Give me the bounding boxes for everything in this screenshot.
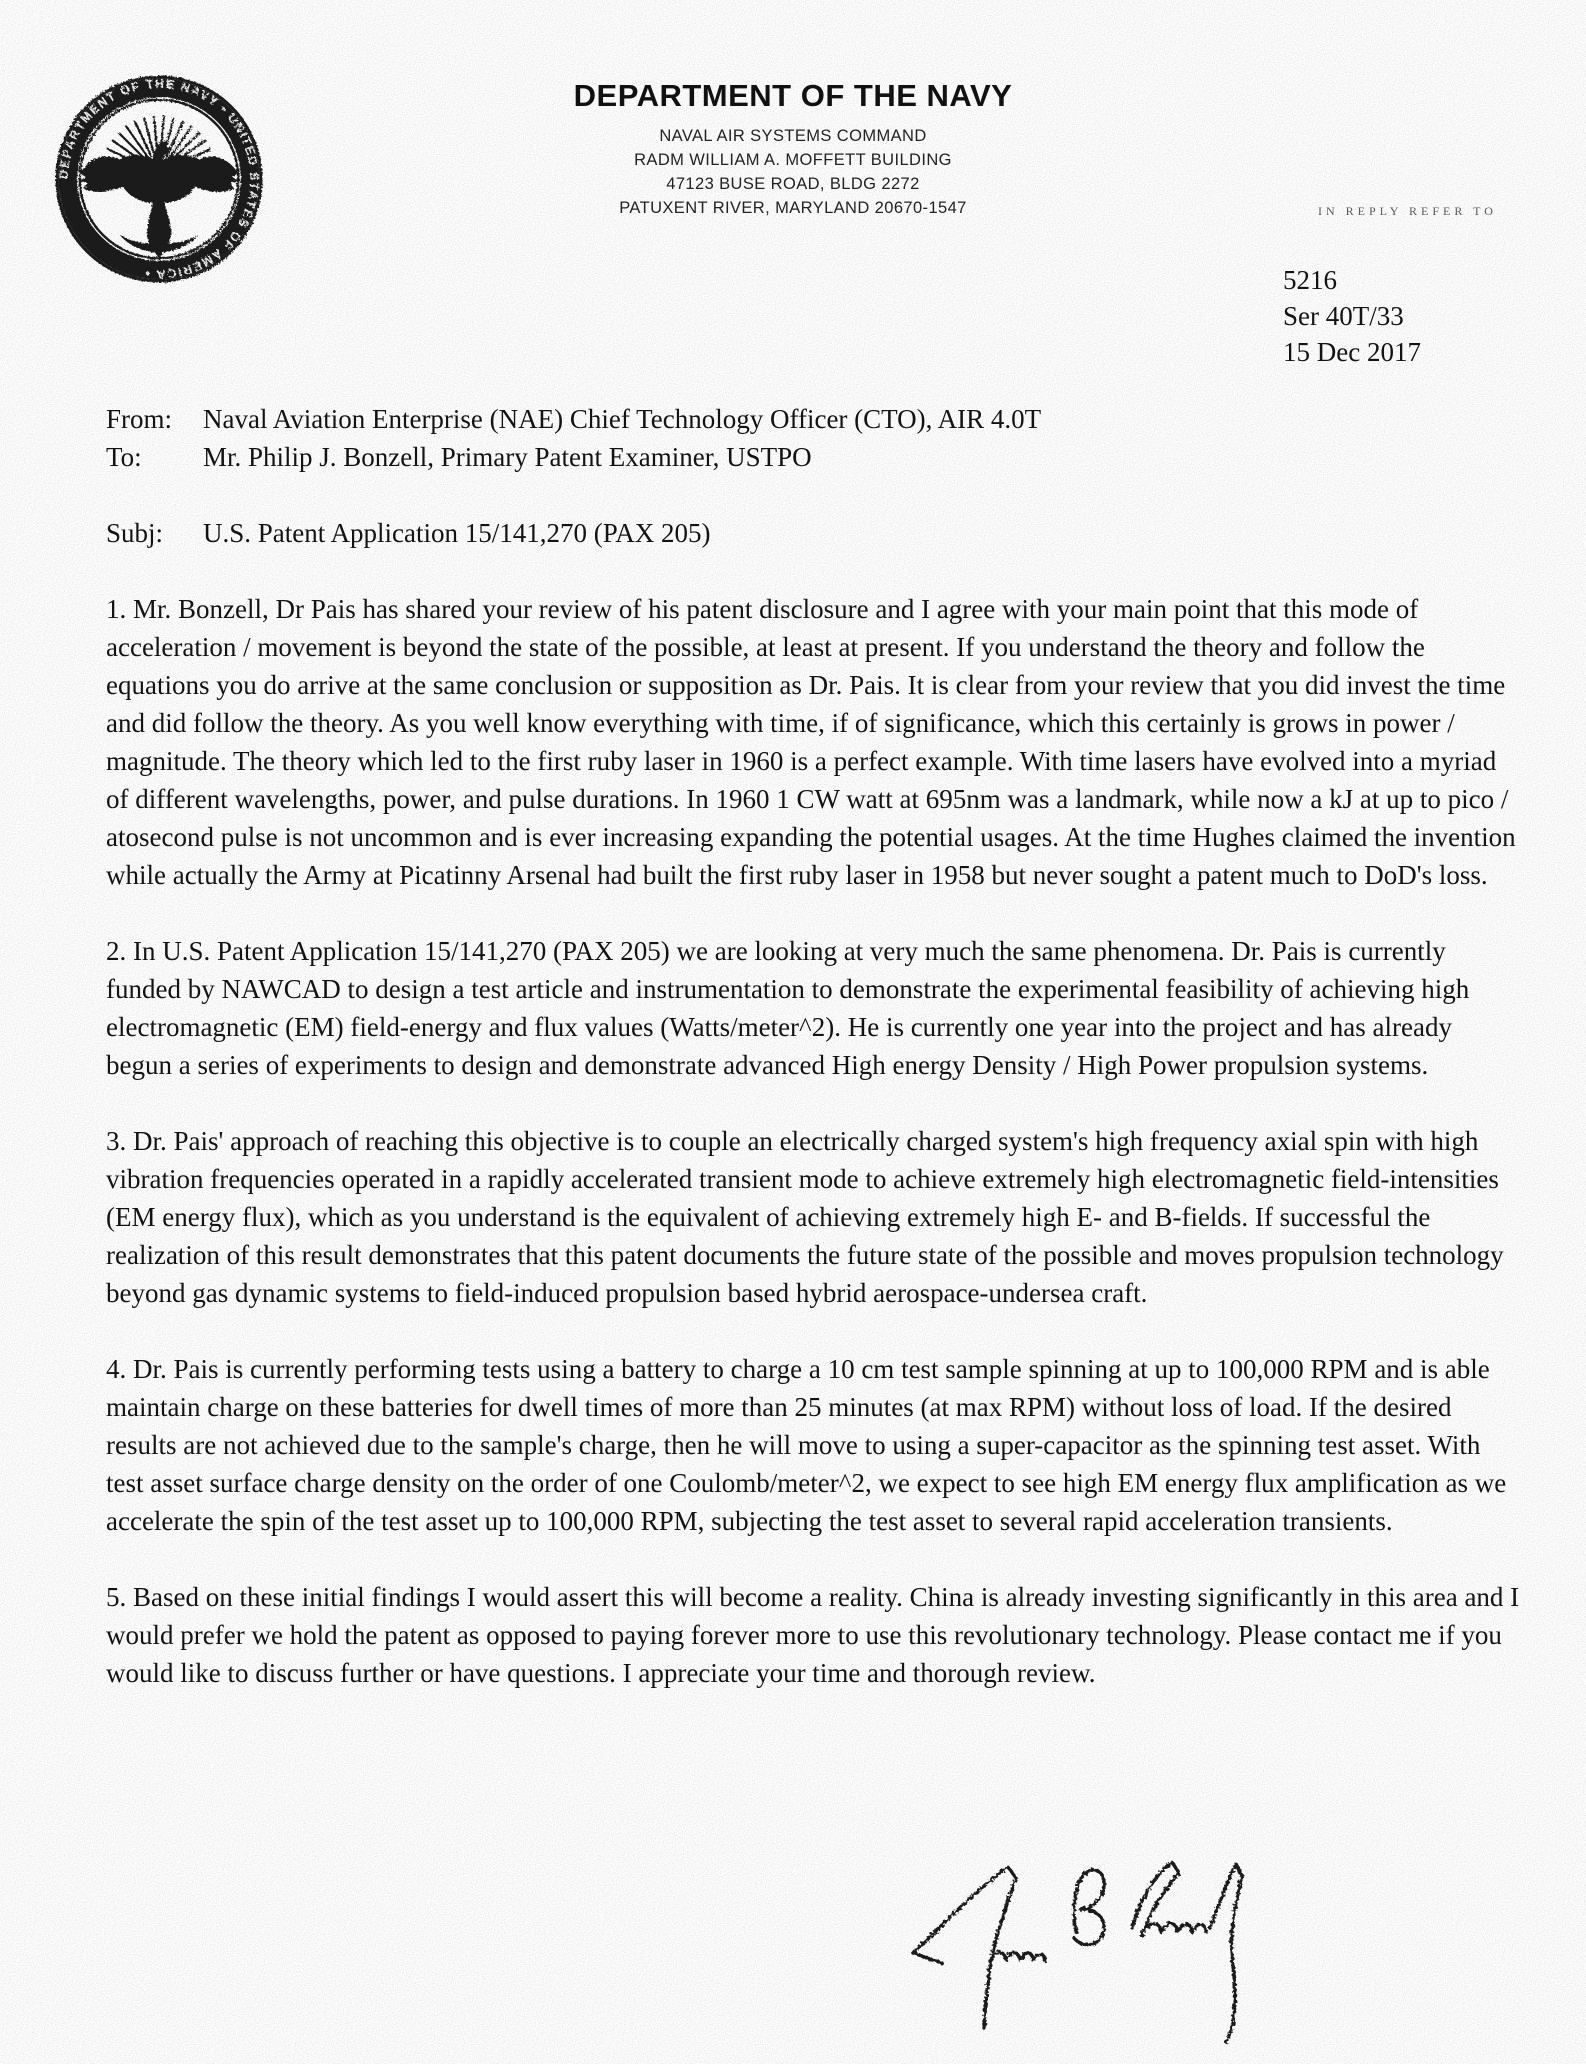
reference-date: 15 Dec 2017: [1283, 337, 1421, 367]
paragraph-4: 4. Dr. Pais is currently performing tests using a battery to charge a 10 cm test sample spinning at up to 100,000 RPM and is able maintain charge on these batteries for dwell times of more than 25 minutes (at max RPM) without loss of load. If the desired results are not achieved due to the sample's charge, then he will move to using a super-capacitor as the spinning test asset. With test asset surface charge density on the order of one Coulomb/meter^2, we expect to see high EM energy flux amplification as we accelerate the spin of the test asset up to 100,000 RPM, subjecting the test asset to several rapid acceleration transients.: [106, 1354, 1507, 1536]
signature-stroke: [1074, 1870, 1104, 1945]
signature-stroke: [1210, 1864, 1242, 2042]
signature-stroke: [1142, 1923, 1206, 1932]
signature-stroke: [913, 1867, 1016, 2028]
reference-block: [1283, 262, 1421, 370]
from-value: Naval Aviation Enterprise (NAE) Chief Technology Officer (CTO), AIR 4.0T: [203, 404, 1042, 434]
subject-label: Subj:: [106, 518, 164, 548]
to-value: Mr. Philip J. Bonzell, Primary Patent Examiner, USTPO: [203, 442, 812, 472]
from-label: From:: [106, 404, 173, 434]
seal-ring-text: DEPARTMENT OF THE NAVY • UNITED STATES OF AMERICA •: [56, 76, 262, 282]
from-row: [106, 400, 1520, 438]
letter-body: [106, 400, 1520, 1692]
to-label: To:: [106, 442, 142, 472]
signature-stroke: [990, 1952, 1045, 1961]
reference-serial: Ser 40T/33: [1283, 301, 1404, 331]
paragraph-3: 3. Dr. Pais' approach of reaching this objective is to couple an electrically charged system's high frequency axial spin with high vibration frequencies operated in a rapidly accelerated transient mode to achieve extremely high electromagnetic field-intensities (EM energy flux), which as you understand is the equivalent of achieving extremely high E- and B-fields. If successful the realization of this result demonstrates that this patent documents the future state of the possible and moves propulsion technology beyond gas dynamic systems to field-induced propulsion based hybrid aerospace-undersea craft.: [106, 1126, 1504, 1308]
letterhead: [0, 78, 1586, 220]
paragraph-1: 1. Mr. Bonzell, Dr Pais has shared your review of his patent disclosure and I agree with your main point that this mode of acceleration / movement is beyond the state of the possible, at least at present. If you understand the theory and follow the equations you do arrive at the same conclusion or supposition as Dr. Pais. It is clear from your review that you did invest the time and did follow the theory. As you well know everything with time, if of significance, which this certainly is grows in power / magnitude. The theory which led to the first ruby laser in 1960 is a perfect example. With time lasers have evolved into a myriad of different wavelengths, power, and pulse durations. In 1960 1 CW watt at 695nm was a landmark, while now a kJ at up to pico / atosecond pulse is not uncommon and is ever increasing expanding the potential usages. At the time Hughes claimed the invention while actually the Army at Picatinny Arsenal had built the first ruby laser in 1958 but never sought a patent much to DoD's loss.: [106, 594, 1516, 890]
letterhead-title: DEPARTMENT OF THE NAVY: [573, 78, 1013, 113]
address-line: 47123 BUSE ROAD, BLDG 2272: [666, 175, 920, 193]
paragraph-2: 2. In U.S. Patent Application 15/141,270 (PAX 205) we are looking at very much the same phenomena. Dr. Pais is currently funded by NAWCAD to design a test article and instrumentation to demonstrate the experimental feasibility of achieving high electromagnetic (EM) field-energy and flux values (Watts/meter^2). He is currently one year into the project and has already begun a series of experiments to design and demonstrate advanced High energy Density / High Power propulsion systems.: [106, 936, 1470, 1080]
subject-row: [106, 514, 1520, 552]
address-line: RADM WILLIAM A. MOFFETT BUILDING: [634, 151, 952, 169]
address-line: NAVAL AIR SYSTEMS COMMAND: [659, 127, 927, 145]
handwritten-signature: [880, 1832, 1300, 2062]
to-row: [106, 438, 1520, 476]
signature-stroke: [913, 1928, 942, 1963]
paragraph-5: 5. Based on these initial findings I would assert this will become a reality. China is already investing significantly in this area and I would prefer we hold the patent as opposed to paying forever more to use this revolutionary technology. Please contact me if you would like to discuss further or have questions. I appreciate your time and thorough review.: [106, 1582, 1520, 1688]
subject-value: U.S. Patent Application 15/141,270 (PAX 205): [203, 518, 711, 548]
address-line: PATUXENT RIVER, MARYLAND 20670-1547: [619, 199, 967, 217]
in-reply-refer-to-note: IN REPLY REFER TO: [1318, 204, 1497, 218]
reference-code: 5216: [1283, 265, 1337, 295]
